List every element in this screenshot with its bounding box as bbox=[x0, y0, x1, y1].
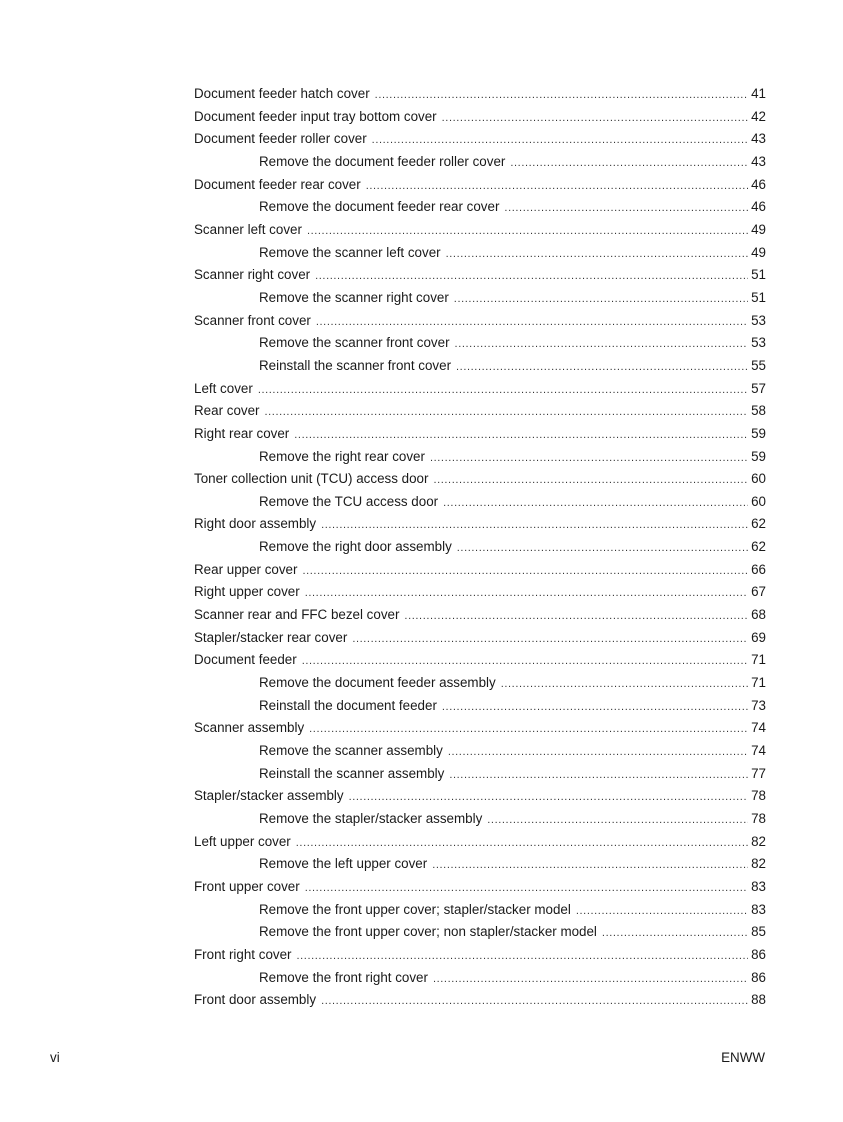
dot-leader bbox=[457, 537, 748, 560]
toc-entry-page: 83 bbox=[751, 878, 766, 894]
toc-subentry[interactable] bbox=[194, 151, 766, 174]
toc-subentry[interactable] bbox=[194, 355, 766, 378]
toc-entry-title: Remove the scanner assembly bbox=[259, 743, 443, 759]
toc-entry-title: Scanner assembly bbox=[194, 720, 305, 736]
dot-leader bbox=[404, 605, 748, 628]
dot-leader bbox=[433, 469, 748, 492]
dot-leader bbox=[305, 877, 748, 900]
toc-entry-title: Reinstall the scanner front cover bbox=[259, 357, 452, 373]
toc-entry-title: Remove the left upper cover bbox=[259, 856, 428, 872]
toc-entry[interactable] bbox=[194, 717, 766, 740]
toc-entry-page: 69 bbox=[751, 629, 766, 645]
toc-subentry[interactable] bbox=[194, 242, 766, 265]
toc-entry[interactable] bbox=[194, 378, 766, 401]
toc-entry-title: Remove the right door assembly bbox=[259, 539, 452, 555]
toc-entry[interactable] bbox=[194, 400, 766, 423]
toc-subentry[interactable] bbox=[194, 672, 766, 695]
toc-entry-title: Left upper cover bbox=[194, 833, 291, 849]
toc-entry-title: Remove the front upper cover; non stapler/stacker model bbox=[259, 924, 597, 940]
toc-entry-page: 71 bbox=[751, 675, 766, 691]
toc-entry-page: 68 bbox=[751, 607, 766, 623]
toc-subentry[interactable] bbox=[194, 808, 766, 831]
toc-entry-title: Remove the TCU access door bbox=[259, 493, 439, 509]
dot-leader bbox=[309, 718, 748, 741]
toc-entry-title: Scanner rear and FFC bezel cover bbox=[194, 607, 400, 623]
dot-leader bbox=[430, 447, 748, 470]
footer-page-number: vi bbox=[50, 1050, 60, 1065]
toc-entry-page: 77 bbox=[751, 765, 766, 781]
dot-leader bbox=[510, 152, 748, 175]
toc-subentry[interactable] bbox=[194, 491, 766, 514]
toc-entry-title: Left cover bbox=[194, 380, 253, 396]
toc-entry-page: 78 bbox=[751, 811, 766, 826]
toc-subentry[interactable] bbox=[194, 332, 766, 355]
toc-entry-page: 51 bbox=[751, 267, 766, 283]
dot-leader bbox=[487, 809, 748, 832]
toc-entry-page: 60 bbox=[751, 471, 766, 487]
toc-subentry[interactable] bbox=[194, 695, 766, 718]
toc-entry-title: Remove the scanner left cover bbox=[259, 244, 441, 260]
toc-entry-title: Document feeder roller cover bbox=[194, 131, 367, 147]
toc-entry-title: Scanner front cover bbox=[194, 312, 311, 328]
toc-entry-title: Front door assembly bbox=[194, 992, 317, 1008]
toc-entry-page: 49 bbox=[751, 221, 766, 237]
toc-subentry[interactable] bbox=[194, 287, 766, 310]
toc-entry-page: 66 bbox=[751, 561, 766, 577]
toc-entry-title: Document feeder input tray bottom cover bbox=[194, 108, 437, 124]
dot-leader bbox=[302, 650, 748, 673]
toc-entry-title: Document feeder bbox=[194, 652, 297, 668]
toc-subentry[interactable] bbox=[194, 967, 766, 990]
toc-entry[interactable] bbox=[194, 468, 766, 491]
dot-leader bbox=[305, 582, 748, 605]
toc-entry[interactable] bbox=[194, 513, 766, 536]
toc-entry-page: 85 bbox=[751, 924, 766, 940]
dot-leader bbox=[296, 832, 748, 855]
toc-subentry[interactable] bbox=[194, 740, 766, 763]
dot-leader bbox=[443, 492, 748, 515]
toc-entry-page: 57 bbox=[751, 380, 766, 396]
toc-entry-page: 53 bbox=[751, 312, 766, 328]
dot-leader bbox=[433, 968, 748, 991]
dot-leader bbox=[316, 311, 748, 334]
toc-subentry[interactable] bbox=[194, 196, 766, 219]
toc-entry-title: Front right cover bbox=[194, 946, 292, 962]
toc-entry-title: Front upper cover bbox=[194, 878, 300, 894]
toc-entry-page: 74 bbox=[751, 743, 766, 759]
dot-leader bbox=[448, 741, 748, 764]
dot-leader bbox=[349, 786, 749, 809]
toc-subentry[interactable] bbox=[194, 899, 766, 922]
toc-entry-title: Remove the scanner front cover bbox=[259, 335, 450, 351]
dot-leader bbox=[454, 288, 748, 311]
footer-label: ENWW bbox=[721, 1050, 765, 1065]
dot-leader bbox=[432, 854, 748, 877]
toc-entry-page: 46 bbox=[751, 176, 766, 192]
toc-entry-title: Reinstall the document feeder bbox=[259, 697, 437, 713]
toc-entry-title: Scanner left cover bbox=[194, 221, 302, 237]
dot-leader bbox=[442, 696, 748, 719]
toc-entry-title: Remove the document feeder assembly bbox=[259, 675, 496, 691]
toc-entry[interactable] bbox=[194, 604, 766, 627]
toc-entry-page: 60 bbox=[751, 493, 766, 509]
dot-leader bbox=[456, 356, 748, 379]
toc-entry-page: 59 bbox=[751, 425, 766, 441]
dot-leader bbox=[576, 900, 748, 923]
toc-entry-page: 58 bbox=[751, 403, 766, 419]
toc-entry-page: 59 bbox=[751, 448, 766, 464]
toc-entry-page: 86 bbox=[751, 946, 766, 962]
toc-entry-page: 41 bbox=[751, 86, 766, 101]
toc-entry-title: Rear upper cover bbox=[194, 561, 298, 577]
dot-leader bbox=[307, 220, 748, 243]
toc-entry[interactable] bbox=[194, 581, 766, 604]
toc-entry[interactable] bbox=[194, 559, 766, 582]
toc-entry-title: Remove the document feeder rear cover bbox=[259, 199, 500, 215]
dot-leader bbox=[504, 197, 748, 220]
toc-entry-title: Remove the scanner right cover bbox=[259, 289, 449, 305]
toc-entry-page: 86 bbox=[751, 969, 766, 985]
dot-leader bbox=[446, 243, 748, 266]
dot-leader bbox=[366, 175, 748, 198]
toc-entry-title: Toner collection unit (TCU) access door bbox=[194, 471, 429, 487]
toc-entry[interactable] bbox=[194, 219, 766, 242]
dot-leader bbox=[258, 379, 748, 402]
toc-entry-page: 71 bbox=[751, 652, 766, 668]
toc-entry-title: Remove the stapler/stacker assembly bbox=[259, 811, 483, 826]
toc-entry[interactable] bbox=[194, 785, 766, 808]
dot-leader bbox=[455, 333, 749, 356]
toc-entry[interactable] bbox=[194, 128, 766, 151]
toc-entry[interactable] bbox=[194, 264, 766, 287]
toc-entry-title: Document feeder hatch cover bbox=[194, 86, 370, 101]
toc-entry-page: 78 bbox=[751, 788, 766, 804]
toc-subentry[interactable] bbox=[194, 536, 766, 559]
dot-leader bbox=[321, 990, 748, 1013]
toc-entry-title: Right rear cover bbox=[194, 425, 290, 441]
toc-subentry[interactable] bbox=[194, 921, 766, 944]
toc-entry-page: 62 bbox=[751, 539, 766, 555]
toc-entry[interactable] bbox=[194, 876, 766, 899]
toc-entry-title: Right upper cover bbox=[194, 584, 300, 600]
toc-entry-page: 62 bbox=[751, 516, 766, 532]
toc-entry[interactable] bbox=[194, 944, 766, 967]
toc-entry-page: 82 bbox=[751, 856, 766, 872]
toc-entry-page: 42 bbox=[751, 108, 766, 124]
toc-entry-page: 67 bbox=[751, 584, 766, 600]
toc-entry-page: 43 bbox=[751, 153, 766, 169]
toc-entry-page: 49 bbox=[751, 244, 766, 260]
toc-entry-title: Document feeder rear cover bbox=[194, 176, 361, 192]
toc-entry-page: 55 bbox=[751, 357, 766, 373]
toc-entry-page: 43 bbox=[751, 131, 766, 147]
dot-leader bbox=[442, 107, 748, 130]
dot-leader bbox=[501, 673, 748, 696]
toc-entry[interactable] bbox=[194, 423, 766, 446]
toc-entry-title: Remove the front right cover bbox=[259, 969, 428, 985]
toc-entry[interactable] bbox=[194, 989, 766, 1012]
toc-entry[interactable] bbox=[194, 174, 766, 197]
toc-entry-title: Scanner right cover bbox=[194, 267, 311, 283]
toc-entry[interactable] bbox=[194, 649, 766, 672]
toc-entry[interactable] bbox=[194, 627, 766, 650]
toc-entry-title: Right door assembly bbox=[194, 516, 317, 532]
dot-leader bbox=[321, 514, 748, 537]
dot-leader bbox=[449, 764, 748, 787]
toc-entry-page: 51 bbox=[751, 289, 766, 305]
toc-entry-page: 46 bbox=[751, 199, 766, 215]
toc-entry-page: 88 bbox=[751, 992, 766, 1008]
toc-entry-title: Stapler/stacker rear cover bbox=[194, 629, 348, 645]
toc-subentry[interactable] bbox=[194, 853, 766, 876]
dot-leader bbox=[352, 628, 748, 651]
toc-entry[interactable] bbox=[194, 83, 766, 106]
toc-subentry[interactable] bbox=[194, 763, 766, 786]
table-of-contents bbox=[194, 83, 766, 1012]
toc-entry-title: Reinstall the scanner assembly bbox=[259, 765, 445, 781]
toc-entry-page: 82 bbox=[751, 833, 766, 849]
dot-leader bbox=[315, 265, 748, 288]
toc-entry-title: Remove the document feeder roller cover bbox=[259, 153, 506, 169]
toc-entry-title: Stapler/stacker assembly bbox=[194, 788, 344, 804]
toc-entry[interactable] bbox=[194, 106, 766, 129]
toc-entry[interactable] bbox=[194, 831, 766, 854]
dot-leader bbox=[372, 129, 748, 152]
toc-entry-page: 83 bbox=[751, 901, 766, 917]
toc-entry-title: Remove the right rear cover bbox=[259, 448, 425, 464]
dot-leader bbox=[294, 424, 748, 447]
toc-entry-title: Rear cover bbox=[194, 403, 260, 419]
toc-entry-page: 53 bbox=[751, 335, 766, 351]
dot-leader bbox=[602, 922, 748, 945]
dot-leader bbox=[302, 560, 748, 583]
dot-leader bbox=[375, 84, 748, 107]
toc-subentry[interactable] bbox=[194, 446, 766, 469]
toc-entry-title: Remove the front upper cover; stapler/stacker model bbox=[259, 901, 571, 917]
dot-leader bbox=[265, 401, 749, 424]
toc-entry-page: 73 bbox=[751, 697, 766, 713]
dot-leader bbox=[297, 945, 749, 968]
toc-entry-page: 74 bbox=[751, 720, 766, 736]
toc-entry[interactable] bbox=[194, 310, 766, 333]
